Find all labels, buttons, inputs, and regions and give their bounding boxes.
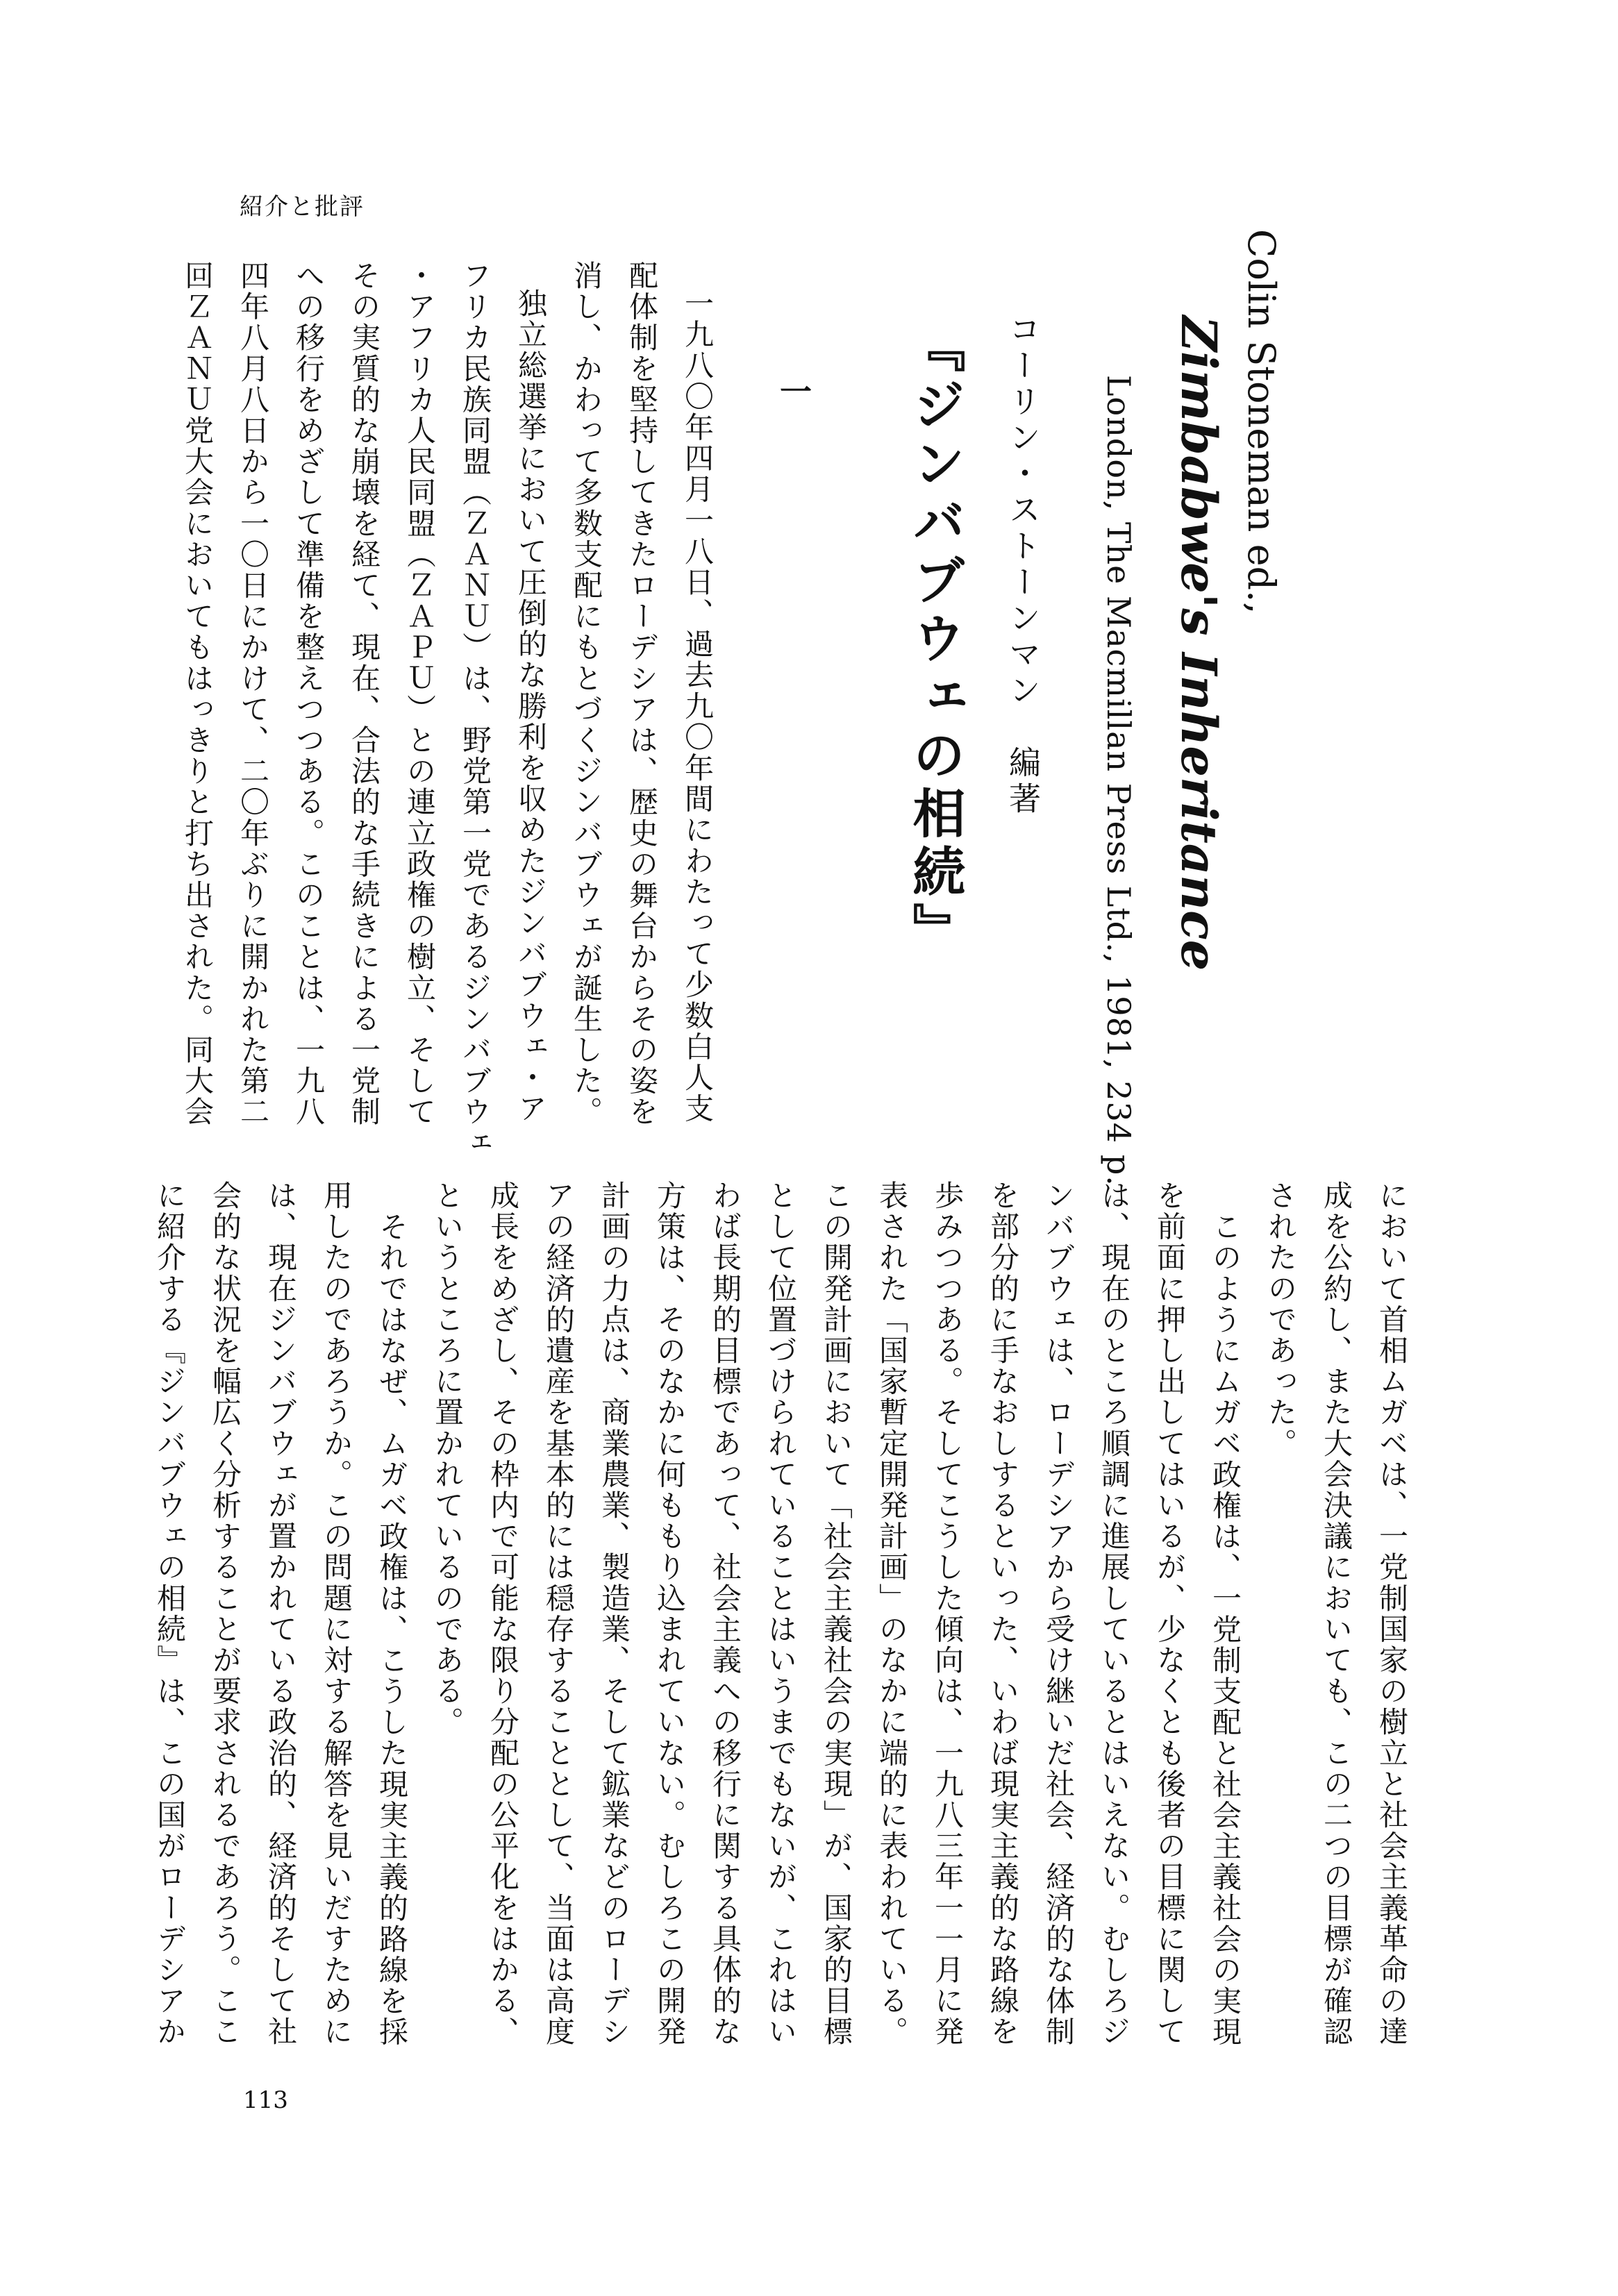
lower-column-1: において首相ムガベは、一党制国家の樹立と社会主義革命の達 — [1375, 1180, 1409, 2047]
lower-column-11: この開発計画において「社会主義社会の実現」が、国家的目標 — [819, 1180, 853, 2047]
lower-column-13: わば長期的目標であって、社会主義への移行に関する具体的な — [708, 1180, 742, 2047]
lower-column-16: アの経済的遺産を基本的には穏存することとして、当面は高度 — [542, 1180, 576, 2047]
lower-column-8: を部分的に手なおしするといった、いわば現実主義的な路線を — [986, 1180, 1020, 2047]
upper-column-5: フリカ民族同盟（ＺＡＮＵ）は、野党第一党であるジンバブウェ — [458, 260, 492, 1159]
upper-column-9: 四年八月八日から一〇日にかけて、二〇年ぶりに開かれた第二 — [236, 260, 270, 1128]
lower-column-14: 方策は、そのなかに何ももり込まれていない。むしろこの開発 — [653, 1180, 687, 2047]
lower-column-21: は、現在ジンバブウェが置かれている政治的、経済的そして社 — [264, 1180, 298, 2047]
page-number: 113 — [243, 2086, 288, 2114]
publisher: London, The Macmillan Press Ltd., 1981, 234 p. — [1100, 375, 1137, 1187]
upper-column-3: 消し、かわって多数支配にもとづくジンバブウェが誕生した。 — [569, 260, 603, 1128]
upper-column-1: 一九八〇年四月一八日、過去九〇年間にわたって少数白人支 — [681, 288, 715, 1125]
lower-column-18: というところに置かれているのである。 — [431, 1180, 465, 1738]
lower-column-19: それではなぜ、ムガベ政権は、こうした現実主義的路線を採 — [375, 1212, 409, 2048]
lower-column-6: は、現在のところ順調に進展しているとはいえない。むしろジ — [1097, 1180, 1131, 2047]
title-jp: 『ジンバブウェの相続』 — [904, 319, 966, 961]
lower-column-17: 成長をめざし、その枠内で可能な限り分配の公平化をはかる、 — [486, 1180, 520, 2047]
lower-column-4: このようにムガベ政権は、一党制支配と社会主義社会の実現 — [1208, 1212, 1242, 2048]
lower-column-23: に紹介する『ジンバブウェの相続』は、この国がローデシアか — [153, 1180, 187, 2047]
lower-column-2: 成を公約し、また大会決議においても、この二つの目標が確認 — [1319, 1180, 1353, 2047]
upper-column-10: 回ＺＡＮＵ党大会においてもはっきりと打ち出された。同大会 — [181, 260, 215, 1128]
lower-column-20: 用したのであろうか。この問題に対する解答を見いだすために — [319, 1180, 353, 2047]
upper-column-8: への移行をめざして準備を整えつつある。このことは、一九八 — [292, 260, 326, 1128]
author-jp: コーリン・ストーンマン 編著 — [1004, 312, 1042, 818]
title-en: Zimbabwe's Inheritance — [1170, 316, 1228, 971]
editor-en: Colin Stoneman ed., — [1240, 229, 1283, 614]
upper-column-2: 配体制を堅持してきたローデシアは、歴史の舞台からその姿を — [625, 260, 659, 1128]
section-number: 一 — [775, 375, 812, 407]
lower-column-7: ンバブウェは、ローデシアから受け継いだ社会、経済的な体制 — [1042, 1180, 1076, 2047]
lower-column-12: として位置づけられていることはいうまでもないが、これはい — [764, 1180, 798, 2047]
lower-column-5: を前面に押し出してはいるが、少なくとも後者の目標に関して — [1153, 1180, 1187, 2047]
upper-column-6: ・アフリカ人民同盟（ＺＡＰＵ）との連立政権の樹立、そして — [403, 260, 437, 1128]
lower-column-9: 歩みつつある。そしてこうした傾向は、一九八三年一一月に発 — [931, 1180, 965, 2047]
lower-column-10: 表された「国家暫定開発計画」のなかに端的に表われている。 — [875, 1180, 909, 2047]
lower-column-15: 計画の力点は、商業農業、製造業、そして鉱業などのローデシ — [597, 1180, 631, 2047]
upper-column-4: 独立総選挙において圧倒的な勝利を収めたジンバブウェ・ア — [514, 288, 548, 1125]
lower-column-22: 会的な状況を幅広く分析することが要求されるであろう。ここ — [208, 1180, 242, 2047]
upper-column-7: その実質的な崩壊を経て、現在、合法的な手続きによる一党制 — [347, 260, 381, 1128]
lower-column-3: されたのであった。 — [1264, 1180, 1298, 1459]
section-header: 紹介と批評 — [240, 193, 365, 221]
